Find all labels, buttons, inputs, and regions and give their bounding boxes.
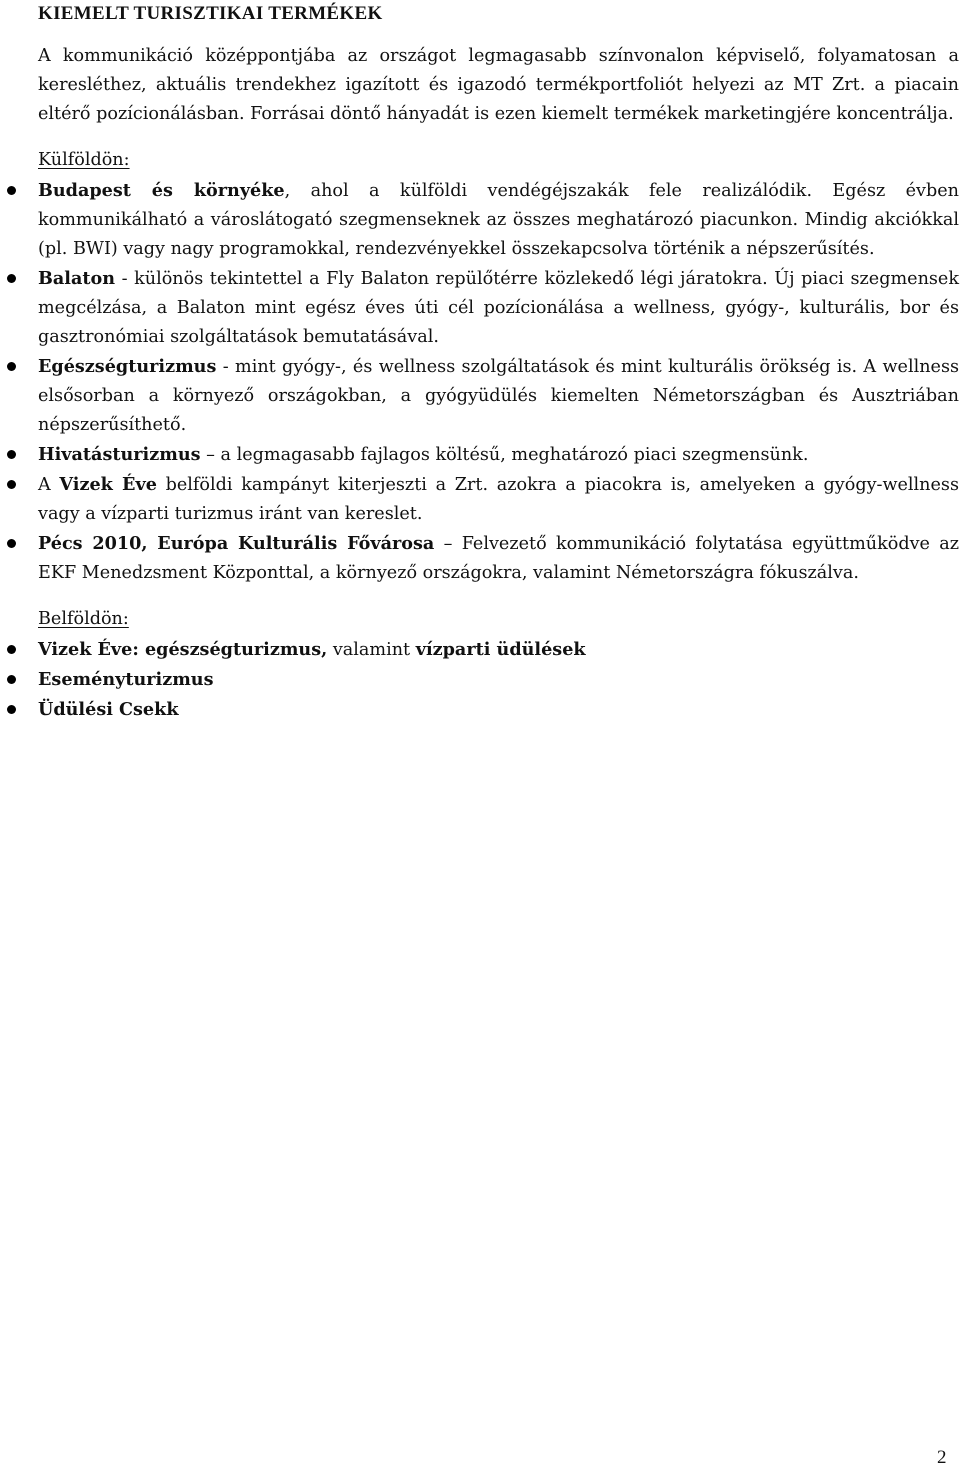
item-text: , ahol a külföldi vendégéjszakák fele realizálódik. Egész évben kommunikálható a városlátogató szegmenseknek az összes meghatározó piacunkon. Mindig akciókkal (pl. BWI) vagy nagy programokkal, rendezvényekkel összekapcsolva történik a népszerűsítés. bbox=[38, 181, 959, 259]
list-item bbox=[38, 176, 959, 264]
list-item bbox=[38, 470, 959, 529]
item-text: – Felvezető kommunikáció folytatása együttműködve az EKF Menedzsment Központtal, a környező országokra, valamint Németországra fókuszálva. bbox=[38, 534, 959, 583]
intro-paragraph: A kommunikáció középpontjába az országot legmagasabb színvonalon képviselő, folyamatosan a keresléthez, aktuális trendekhez igazított és igazodó termékportfoliót helyezi az MT Zrt. a piacain eltérő pozícionálásban. Forrásai döntő hányadát is ezen kiemelt termékek marketingjére koncentrálja. bbox=[38, 46, 959, 124]
bullet-icon bbox=[7, 480, 16, 489]
list-item bbox=[38, 440, 959, 470]
section-heading-kulfoldon: Külföldön: bbox=[38, 150, 130, 170]
item-bold: Üdülési Csekk bbox=[38, 699, 179, 720]
bullet-icon bbox=[7, 675, 16, 684]
list-item bbox=[38, 635, 959, 665]
page-title: KIEMELT TURISZTIKAI TERMÉKEK bbox=[38, 3, 383, 24]
item-bold: Eseményturizmus bbox=[38, 669, 214, 690]
item-bold: Pécs 2010, Európa Kulturális Fővárosa bbox=[38, 533, 435, 554]
item-text: – a legmagasabb fajlagos költésű, meghatározó piaci szegmensünk. bbox=[200, 445, 809, 465]
page-number: 2 bbox=[937, 1447, 947, 1468]
bullet-icon bbox=[7, 705, 16, 714]
bullet-icon bbox=[7, 186, 16, 195]
list-item bbox=[38, 264, 959, 352]
list-item bbox=[38, 695, 959, 725]
bullet-icon bbox=[7, 645, 16, 654]
kulfoldon-list bbox=[38, 176, 959, 588]
section-heading-belfoldon: Belföldön: bbox=[38, 609, 129, 629]
item-text: - különös tekintettel a Fly Balaton repülőtérre közlekedő légi járatokra. Új piaci szegmensek megcélzása, a Balaton mint egész éves úti cél pozícionálása a wellness, gyógy-, kulturális, bor és gasztronómiai szolgáltatások bemutatásával. bbox=[38, 269, 959, 347]
item-bold: Egészségturizmus bbox=[38, 356, 217, 377]
bullet-icon bbox=[7, 362, 16, 371]
item-bold: Vizek Éve: egészségturizmus, bbox=[38, 639, 328, 660]
list-item bbox=[38, 352, 959, 440]
list-item bbox=[38, 665, 959, 695]
item-bold-2: vízparti üdülések bbox=[415, 639, 586, 660]
item-bold: Budapest és környéke bbox=[38, 180, 285, 201]
belfoldon-list bbox=[38, 635, 959, 725]
list-item bbox=[38, 529, 959, 588]
item-prefix: A bbox=[38, 475, 60, 495]
document-body bbox=[38, 42, 959, 725]
item-text: - mint gyógy-, és wellness szolgáltatások és mint kulturális örökség is. A wellness elsősorban a környező országokban, a gyógyüdülés kiemelten Németországban és Ausztriában népszerűsíthető. bbox=[38, 357, 959, 435]
item-text: belföldi kampányt kiterjeszti a Zrt. azokra a piacokra is, amelyeken a gyógy-wellness vagy a vízparti turizmus iránt van kereslet. bbox=[38, 475, 959, 524]
item-bold: Hivatásturizmus bbox=[38, 444, 201, 465]
item-bold: Vizek Éve bbox=[59, 474, 157, 495]
bullet-icon bbox=[7, 450, 16, 459]
item-text: valamint bbox=[327, 640, 416, 660]
item-bold: Balaton bbox=[38, 268, 116, 289]
bullet-icon bbox=[7, 274, 16, 283]
bullet-icon bbox=[7, 539, 16, 548]
